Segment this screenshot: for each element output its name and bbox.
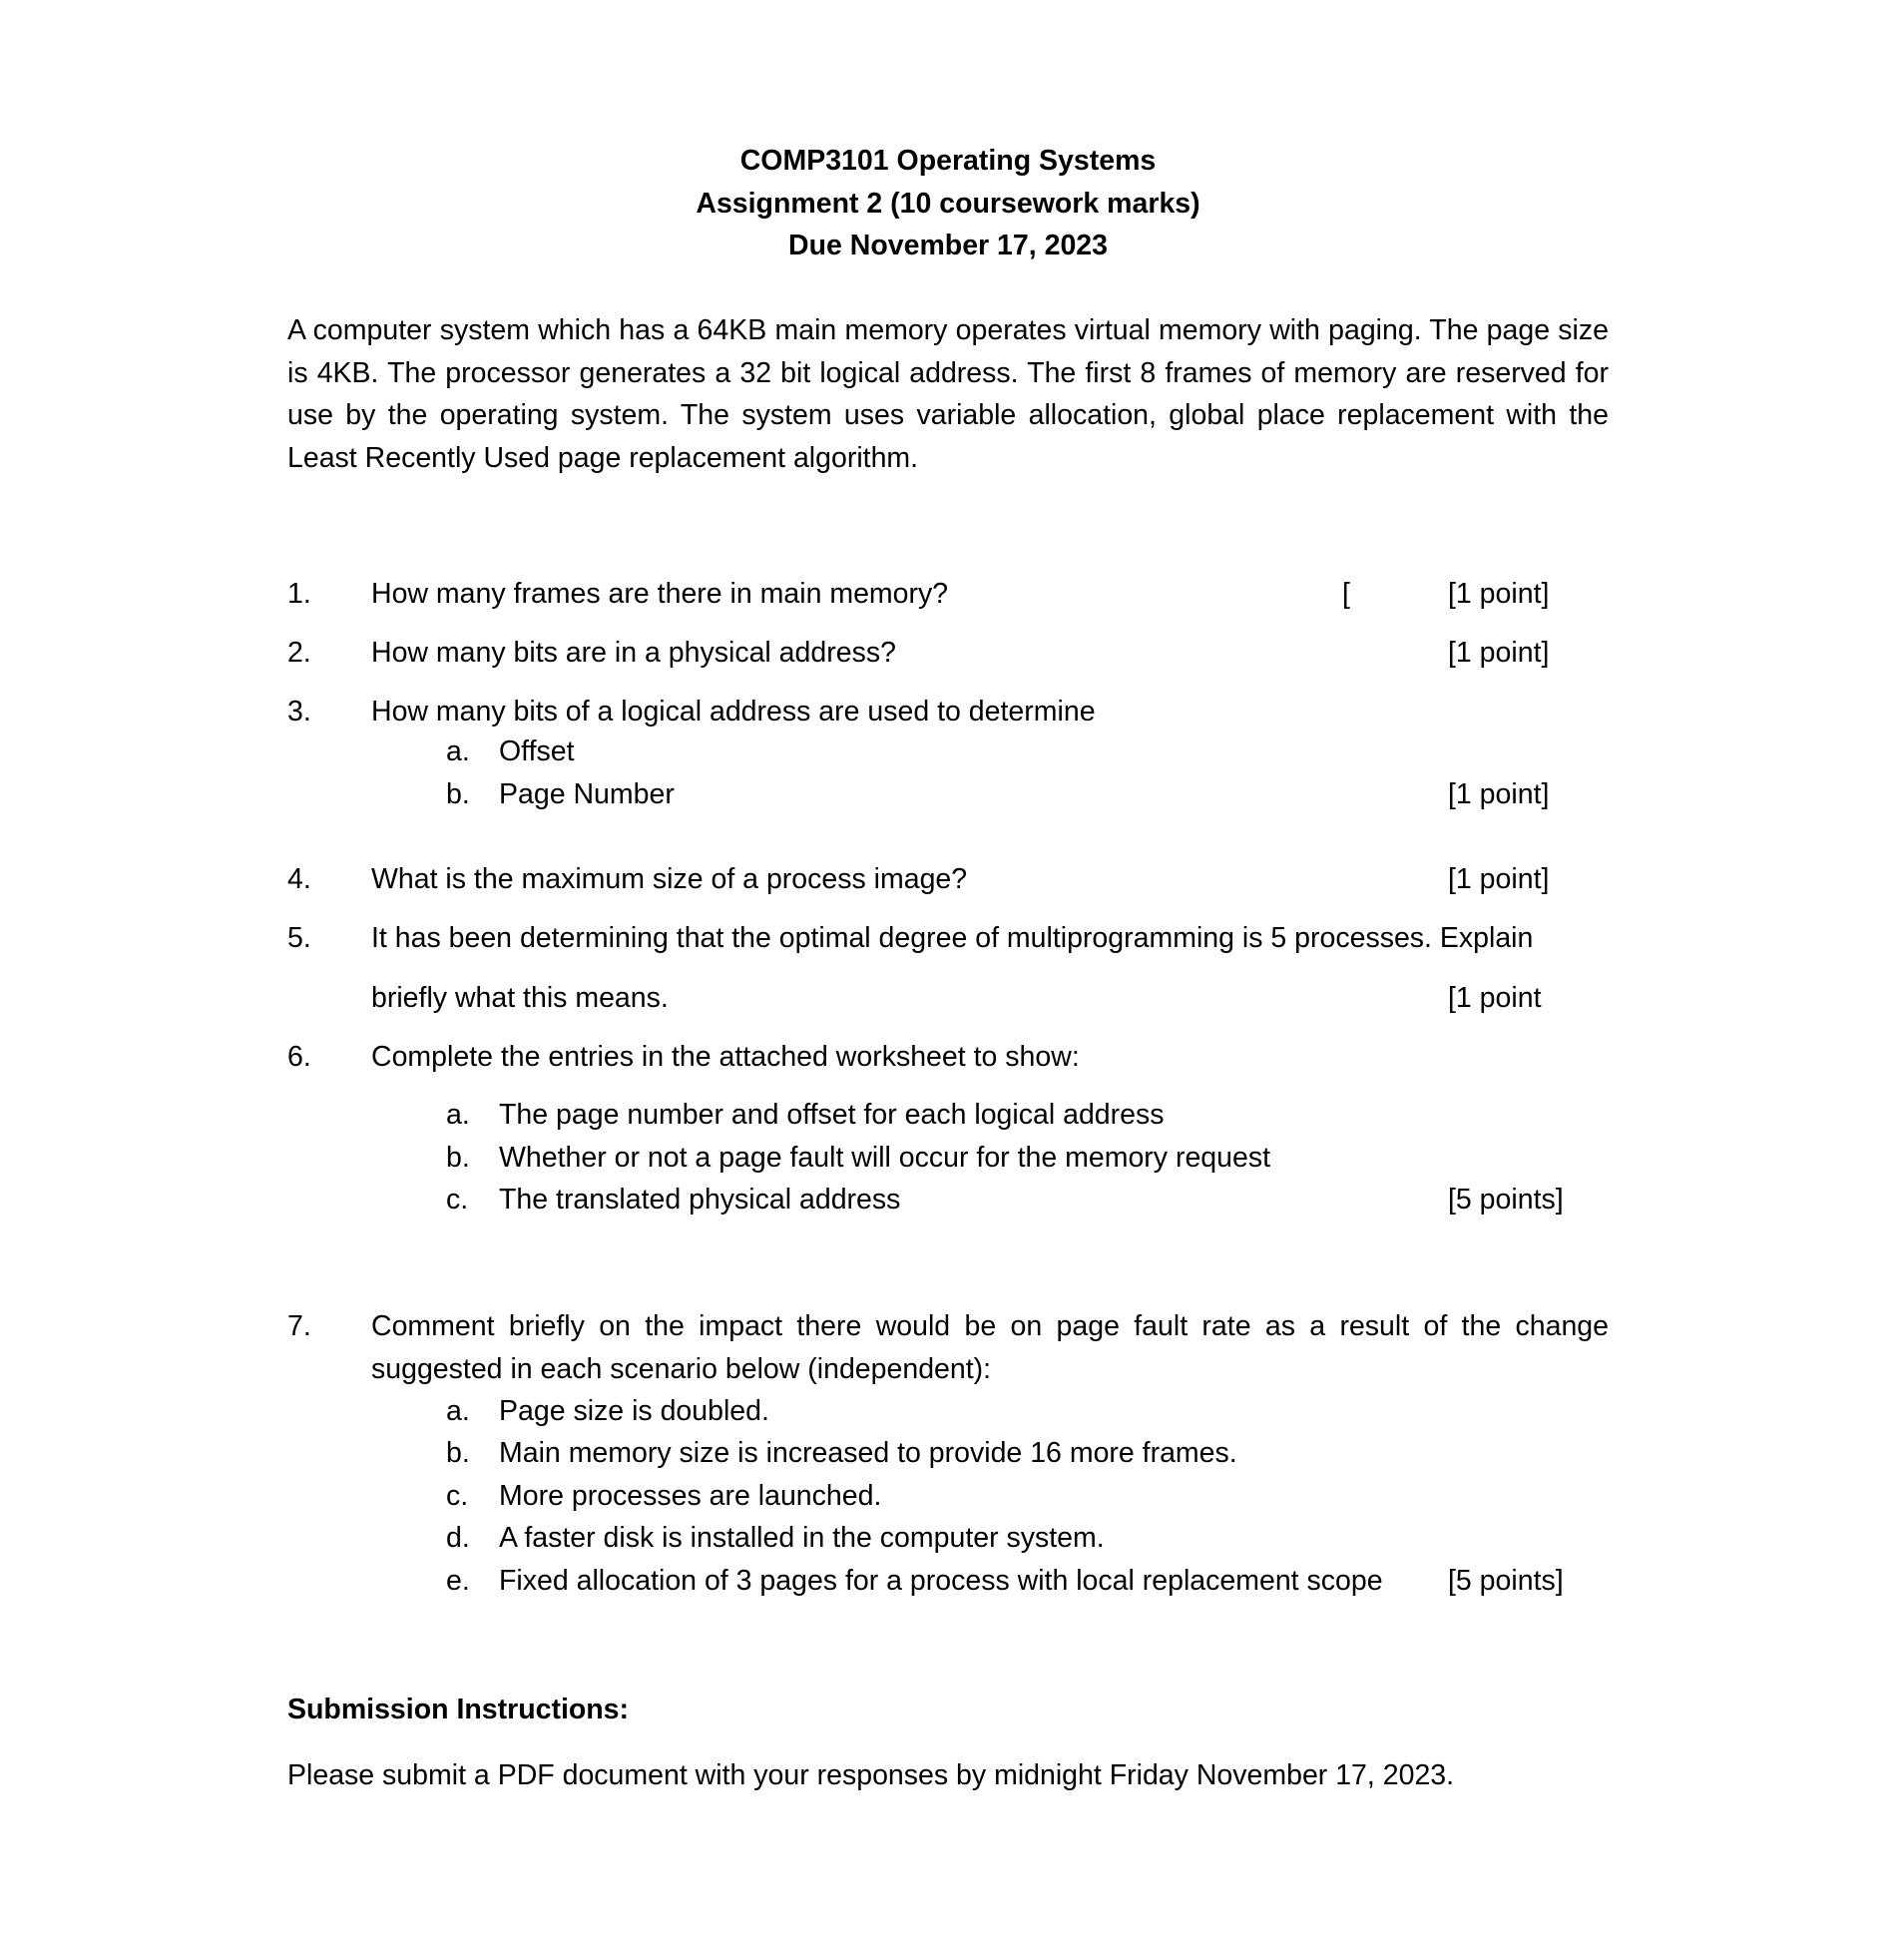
subitem-letter: c. (446, 1184, 469, 1216)
question-text-line-1: It has been determining that the optimal degree of multiprogramming is 5 processes. Explain (371, 922, 1534, 954)
subitem-letter: a. (446, 735, 470, 767)
question-7 (287, 1305, 1615, 1391)
assignment-title: Assignment 2 (10 coursework marks) (696, 187, 1200, 220)
question-points: [1 point] (1448, 578, 1550, 610)
submission-instructions: Please submit a PDF document with your responses by midnight Friday November 17, 2023. (287, 1759, 1455, 1791)
subitem-text: Main memory size is increased to provide 16 more frames. (499, 1437, 1237, 1469)
question-text: What is the maximum size of a process image? (371, 863, 968, 895)
document-title-block (0, 140, 1896, 267)
question-text: Complete the entries in the attached worksheet to show: (371, 1041, 1080, 1073)
question-points: [1 point (1448, 982, 1542, 1014)
subitem-text: More processes are launched. (499, 1480, 882, 1512)
question-points: [1 point] (1448, 637, 1550, 669)
submission-heading: Submission Instructions: (287, 1694, 630, 1725)
question-points: [1 point] (1448, 863, 1550, 895)
question-text: How many bits of a logical address are used to determine (371, 696, 1096, 728)
subitem-text: A faster disk is installed in the computer system. (499, 1522, 1105, 1554)
subitem-letter: a. (446, 1395, 470, 1427)
question-number: 6. (287, 1041, 311, 1073)
due-date: Due November 17, 2023 (788, 230, 1108, 261)
subitem-letter: e. (446, 1565, 470, 1597)
subitem-letter: a. (446, 1099, 470, 1131)
question-text: Comment briefly on the impact there would be on page fault rate as a result of the change suggested in each scenario below (independent): (371, 1310, 1609, 1385)
subitem-letter: d. (446, 1522, 470, 1554)
course-title: COMP3101 Operating Systems (739, 145, 1157, 177)
subitem-letter: c. (446, 1480, 469, 1512)
question-number: 7. (287, 1310, 311, 1342)
question-number: 4. (287, 863, 311, 895)
stray-bracket: [ (1342, 578, 1350, 610)
question-points: [5 points] (1448, 1184, 1564, 1216)
subitem-text: Page size is doubled. (499, 1395, 769, 1427)
question-number: 3. (287, 696, 311, 728)
question-text: How many bits are in a physical address? (371, 637, 896, 669)
question-text: How many frames are there in main memory? (371, 578, 949, 610)
intro-paragraph: A computer system which has a 64KB main memory operates virtual memory with paging. The page size is 4KB. The processor generates a 32 bit logical address. The first 8 frames of memory are reserved for use by the operating system. The system uses variable allocation, global place replacement with the Least Recently Used page replacement algorithm. (287, 314, 1609, 474)
question-points: [1 point] (1448, 778, 1550, 810)
question-text-line-2: briefly what this means. (371, 982, 669, 1014)
subitem-letter: b. (446, 778, 470, 810)
subitem-text: Whether or not a page fault will occur for the memory request (499, 1142, 1271, 1174)
subitem-letter: b. (446, 1142, 470, 1174)
question-number: 1. (287, 578, 311, 610)
subitem-letter: b. (446, 1437, 470, 1469)
subitem-text: The page number and offset for each logical address (499, 1099, 1165, 1131)
subitem-text: Fixed allocation of 3 pages for a process with local replacement scope (499, 1565, 1383, 1597)
subitem-text: The translated physical address (499, 1184, 901, 1216)
subitem-text: Page Number (499, 778, 675, 810)
question-points: [5 points] (1448, 1565, 1564, 1597)
subitem-text: Offset (499, 735, 575, 767)
question-number: 2. (287, 637, 311, 669)
question-number: 5. (287, 922, 311, 954)
